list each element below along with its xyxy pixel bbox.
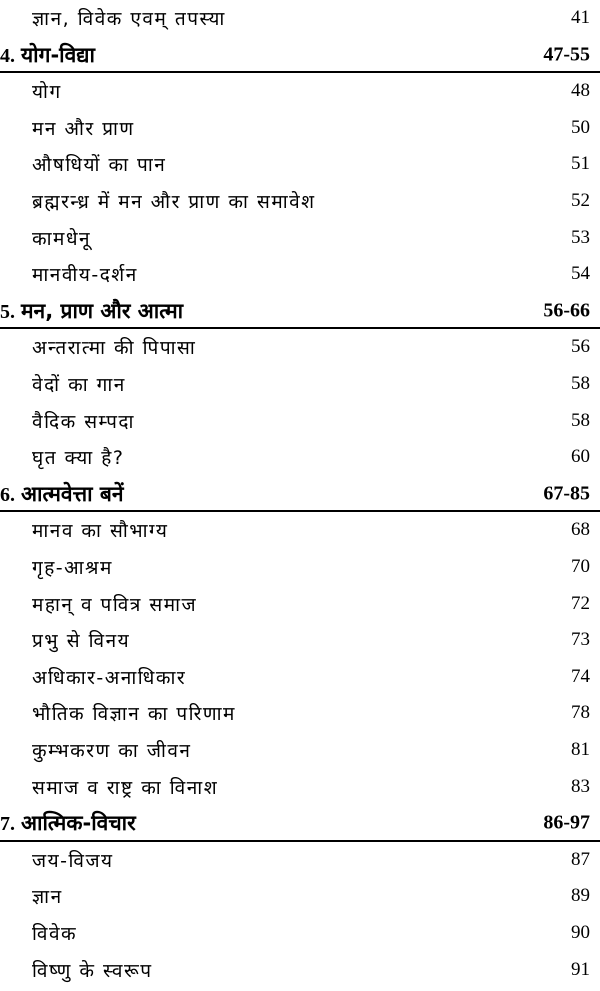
entry-title: मानवीय-दर्शन bbox=[32, 264, 138, 287]
toc-entry-row bbox=[0, 403, 600, 439]
entry-page-number: 51 bbox=[571, 153, 590, 175]
entry-title: ज्ञान, विवेक एवम् तपस्या bbox=[32, 8, 226, 30]
toc-entry-row bbox=[0, 769, 600, 805]
toc-entry-row bbox=[0, 512, 600, 548]
entry-title: महान् व पवित्र समाज bbox=[32, 593, 198, 616]
toc-entry-row bbox=[0, 622, 600, 658]
entry-page-number: 72 bbox=[571, 592, 590, 614]
entry-title: भौतिक विज्ञान का परिणाम bbox=[32, 703, 236, 726]
entry-page-number: 53 bbox=[571, 226, 590, 248]
entry-page-number: 41 bbox=[571, 7, 590, 28]
entry-title: विवेक bbox=[32, 923, 78, 945]
chapter-page-range: 56-66 bbox=[543, 299, 590, 322]
toc-entry-row bbox=[0, 549, 600, 585]
toc-entry-row bbox=[0, 439, 600, 475]
toc-entry-row bbox=[0, 110, 600, 146]
entry-title: कामधेनू bbox=[32, 227, 92, 250]
entry-page-number: 81 bbox=[571, 739, 590, 760]
toc-entry-row bbox=[0, 183, 600, 219]
toc-entry-row bbox=[0, 659, 600, 695]
entry-title: ब्रह्मरन्ध्र में मन और प्राण का समावेश bbox=[32, 191, 316, 213]
toc-entry-row bbox=[0, 915, 600, 951]
entry-page-number: 91 bbox=[571, 958, 590, 980]
chapter-page-range: 86-97 bbox=[543, 811, 590, 834]
chapter-title-text: मन, प्राण और आत्मा bbox=[21, 298, 184, 323]
toc-entry-row bbox=[0, 366, 600, 402]
chapter-title bbox=[0, 480, 124, 508]
chapter-number: 7. bbox=[0, 813, 15, 836]
entry-page-number: 73 bbox=[571, 629, 590, 651]
entry-title: अन्तरात्मा की पिपासा bbox=[32, 337, 197, 360]
chapter-heading-row bbox=[0, 293, 600, 329]
entry-page-number: 50 bbox=[571, 116, 590, 138]
toc-entry-row bbox=[0, 586, 600, 622]
toc-entry-row bbox=[0, 329, 600, 365]
entry-page-number: 56 bbox=[571, 336, 590, 358]
toc-entry-row bbox=[0, 73, 600, 109]
toc-entry-row bbox=[0, 0, 600, 36]
entry-page-number: 58 bbox=[571, 373, 590, 394]
chapter-number: 5. bbox=[0, 300, 15, 323]
chapter-number: 4. bbox=[0, 44, 15, 67]
entry-page-number: 48 bbox=[571, 80, 590, 102]
entry-title: प्रभु से विनय bbox=[32, 630, 131, 653]
entry-page-number: 54 bbox=[571, 263, 590, 285]
chapter-page-range: 47-55 bbox=[543, 43, 590, 66]
entry-page-number: 83 bbox=[571, 775, 590, 797]
entry-title: योग bbox=[32, 81, 62, 104]
entry-title: मन और प्राण bbox=[32, 117, 135, 140]
entry-page-number: 52 bbox=[571, 190, 590, 211]
chapter-heading-row bbox=[0, 805, 600, 841]
entry-page-number: 90 bbox=[571, 922, 590, 943]
toc-entry-row bbox=[0, 256, 600, 292]
entry-title: मानव का सौभाग्य bbox=[32, 520, 169, 543]
entry-title: जय-विजय bbox=[32, 849, 114, 872]
chapter-title bbox=[0, 41, 95, 69]
toc-entry-row bbox=[0, 146, 600, 182]
entry-title: गृह-आश्रम bbox=[32, 557, 113, 579]
entry-page-number: 70 bbox=[571, 556, 590, 577]
toc-entry-row bbox=[0, 220, 600, 256]
chapter-title-text: योग-विद्या bbox=[21, 42, 95, 67]
entry-title: विष्णु के स्वरूप bbox=[32, 959, 153, 982]
entry-title: समाज व राष्ट्र का विनाश bbox=[32, 776, 219, 799]
entry-title: ज्ञान bbox=[32, 886, 63, 909]
chapter-title-text: आत्मवेत्ता बनें bbox=[21, 481, 124, 506]
chapter-title bbox=[0, 297, 183, 325]
entry-page-number: 78 bbox=[571, 702, 590, 724]
toc-entry-row bbox=[0, 695, 600, 731]
chapter-title-text: आत्मिक-विचार bbox=[21, 811, 136, 836]
entry-page-number: 58 bbox=[571, 409, 590, 431]
entry-title: घृत क्या है? bbox=[32, 447, 125, 470]
toc-entry-row bbox=[0, 732, 600, 768]
toc-entry-row bbox=[0, 952, 600, 988]
chapter-heading-row bbox=[0, 476, 600, 512]
entry-page-number: 74 bbox=[571, 665, 590, 687]
toc-entry-row bbox=[0, 878, 600, 914]
entry-title: औषधियों का पान bbox=[32, 154, 167, 177]
entry-page-number: 68 bbox=[571, 519, 590, 541]
chapter-title bbox=[0, 809, 136, 837]
chapter-heading-row bbox=[0, 37, 600, 73]
entry-title: अधिकार-अनाधिकार bbox=[32, 666, 187, 689]
entry-title: कुम्भकरण का जीवन bbox=[32, 740, 192, 762]
chapter-page-range: 67-85 bbox=[543, 482, 590, 505]
toc-entry-row bbox=[0, 842, 600, 878]
entry-title: वेदों का गान bbox=[32, 374, 126, 396]
chapter-number: 6. bbox=[0, 483, 15, 506]
entry-page-number: 60 bbox=[571, 446, 590, 468]
entry-page-number: 89 bbox=[571, 885, 590, 907]
entry-page-number: 87 bbox=[571, 848, 590, 870]
entry-title: वैदिक सम्पदा bbox=[32, 410, 135, 433]
